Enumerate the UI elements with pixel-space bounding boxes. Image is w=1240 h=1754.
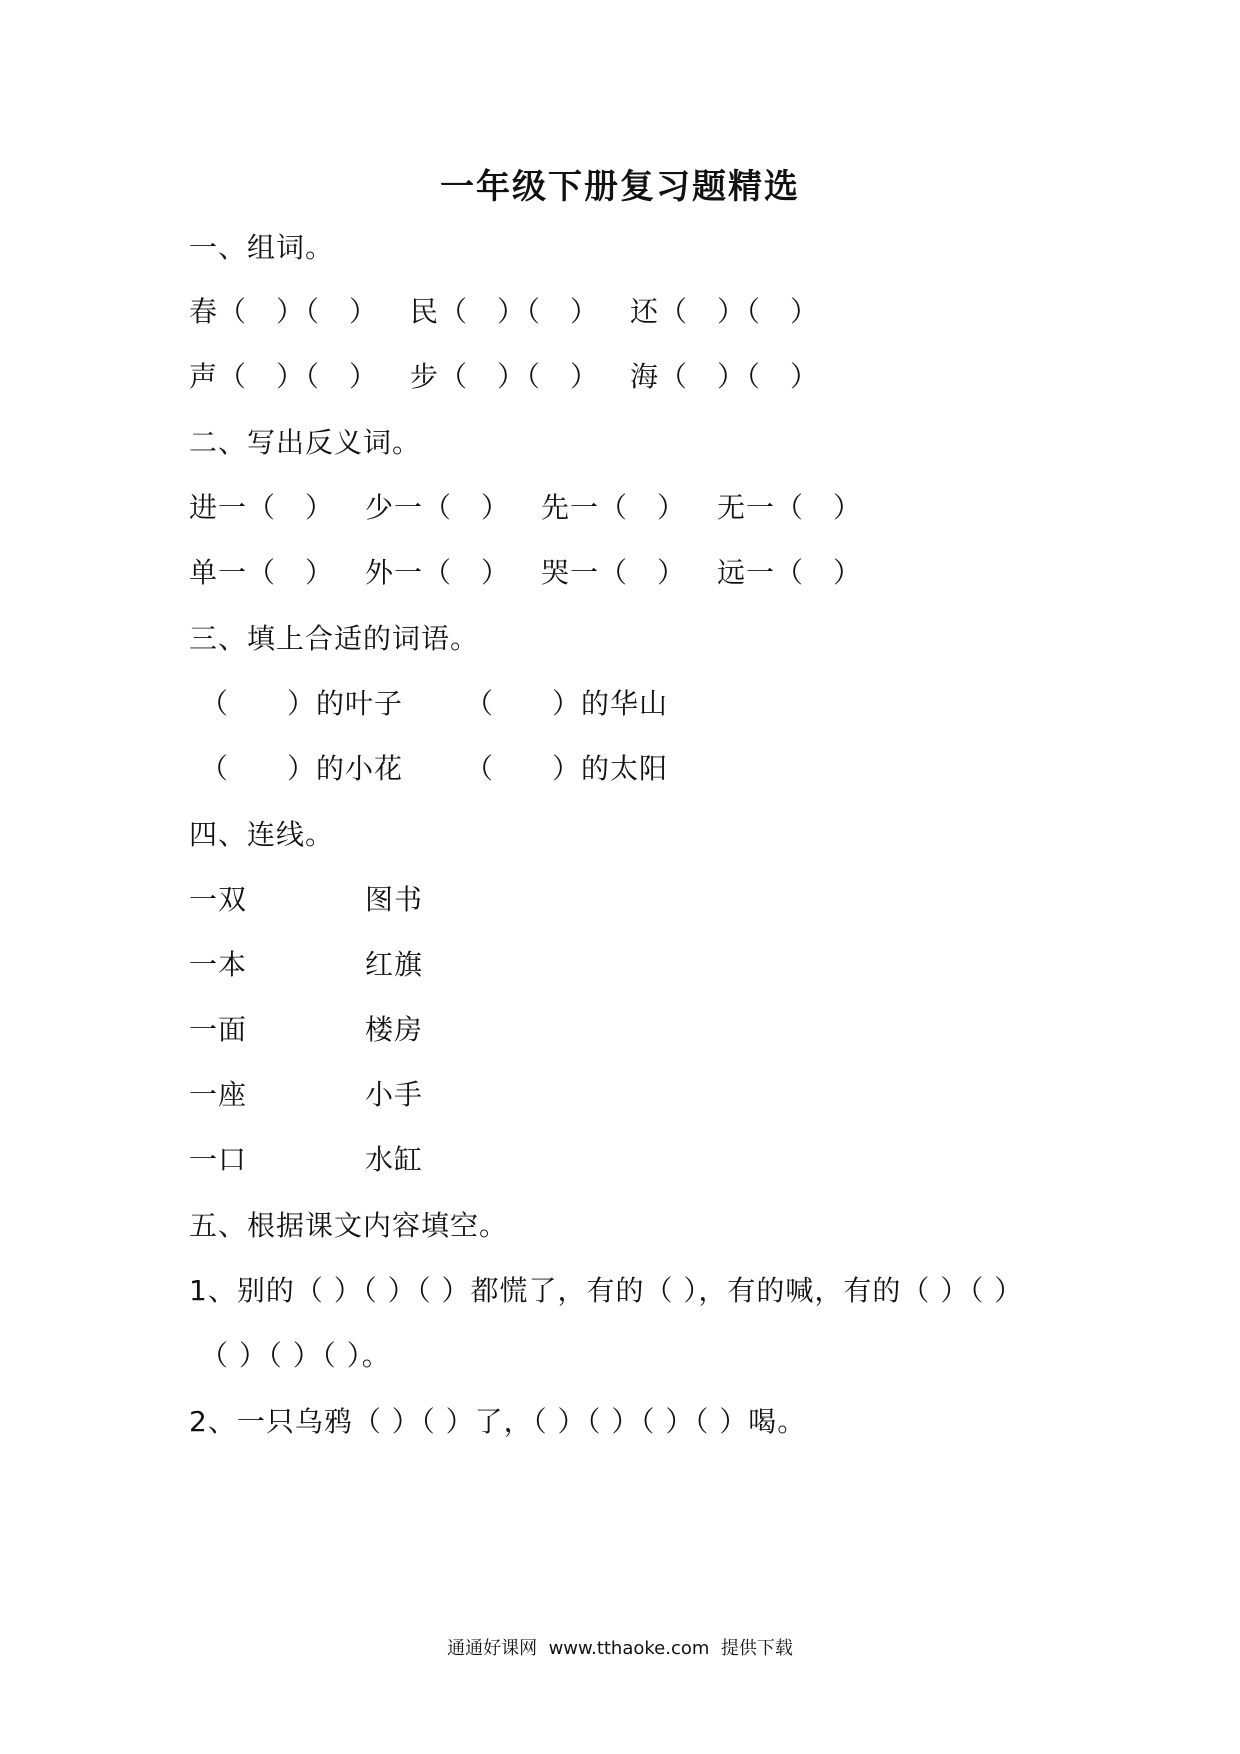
fill-phrase-item: （ ）的小花 bbox=[200, 752, 404, 785]
word-group-item: 民（ ）（ ） bbox=[410, 295, 600, 328]
matching-right-item: 楼房 bbox=[365, 1013, 424, 1046]
page-title: 一年级下册复习题精选 bbox=[440, 167, 800, 207]
antonym-item: 少一（ ） bbox=[365, 491, 511, 524]
matching-left-item: 一本 bbox=[189, 948, 248, 981]
word-group-item: 春（ ）（ ） bbox=[189, 295, 379, 328]
matching-left-item: 一面 bbox=[189, 1013, 248, 1046]
matching-left-item: 一座 bbox=[189, 1078, 248, 1111]
matching-right-item: 小手 bbox=[365, 1078, 424, 1111]
section5-heading: 五、根据课文内容填空。 bbox=[189, 1209, 509, 1242]
matching-right-item: 水缸 bbox=[365, 1143, 424, 1176]
section4-heading: 四、连线。 bbox=[189, 818, 335, 851]
antonym-item: 哭一（ ） bbox=[541, 556, 687, 589]
antonym-item: 外一（ ） bbox=[365, 556, 511, 589]
fill-phrase-item: （ ）的太阳 bbox=[465, 752, 669, 785]
page-footer: 通通好课网 www.tthaoke.com 提供下载 bbox=[447, 1638, 793, 1659]
fill-phrase-item: （ ）的叶子 bbox=[200, 687, 404, 720]
fill-phrase-item: （ ）的华山 bbox=[465, 687, 669, 720]
word-group-item: 步（ ）（ ） bbox=[410, 360, 600, 393]
section3-heading: 三、填上合适的词语。 bbox=[189, 622, 480, 655]
matching-right-item: 红旗 bbox=[365, 948, 424, 981]
word-group-item: 海（ ）（ ） bbox=[630, 360, 820, 393]
section2-heading: 二、写出反义词。 bbox=[189, 426, 422, 459]
question-2: 2、一只乌鸦（ ）（ ）了，（ ）（ ）（ ）（ ）喝。 bbox=[189, 1405, 807, 1438]
word-group-item: 声（ ）（ ） bbox=[189, 360, 379, 393]
antonym-item: 单一（ ） bbox=[189, 556, 335, 589]
matching-right-item: 图书 bbox=[365, 883, 424, 916]
section1-heading: 一、组词。 bbox=[189, 231, 335, 264]
antonym-item: 进一（ ） bbox=[189, 491, 335, 524]
question-1-line-2: （ ）（ ）（ ）。 bbox=[200, 1339, 391, 1372]
matching-left-item: 一双 bbox=[189, 883, 248, 916]
matching-left-item: 一口 bbox=[189, 1143, 248, 1176]
antonym-item: 远一（ ） bbox=[717, 556, 863, 589]
antonym-item: 无一（ ） bbox=[717, 491, 863, 524]
antonym-item: 先一（ ） bbox=[541, 491, 687, 524]
word-group-item: 还（ ）（ ） bbox=[630, 295, 820, 328]
question-1-line-1: 1、别的（ ）（ ）（ ）都慌了，有的（ ），有的喊，有的（ ）（ ） bbox=[189, 1274, 1024, 1307]
